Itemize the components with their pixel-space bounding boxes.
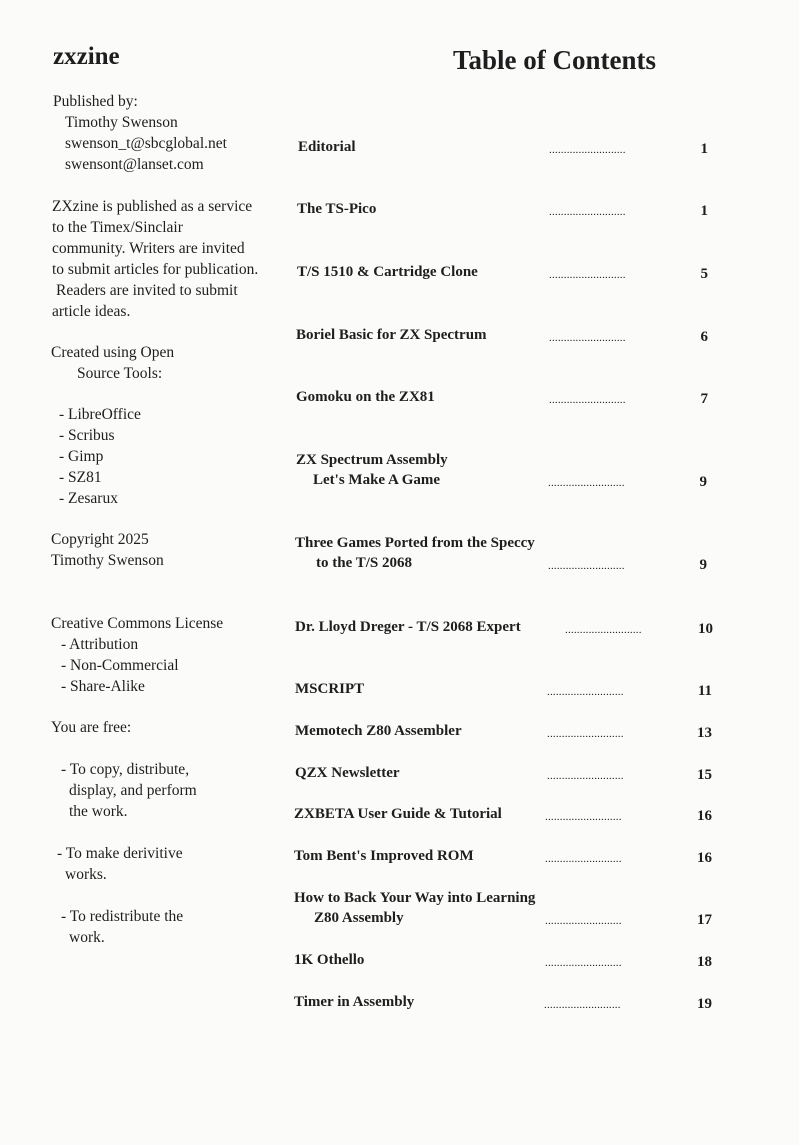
toc-page-number: 19 bbox=[697, 996, 712, 1012]
license-item: - Share-Alike bbox=[61, 678, 145, 695]
license-item: - Non-Commercial bbox=[61, 657, 179, 674]
toc-entry-title: Boriel Basic for ZX Spectrum bbox=[296, 327, 487, 343]
freedom-item: - To make derivitive bbox=[57, 845, 183, 862]
freedom-item: - To copy, distribute, bbox=[61, 761, 190, 778]
copyright-line: Copyright 2025 bbox=[51, 531, 149, 548]
publisher-email-2: swensont@lanset.com bbox=[65, 156, 204, 173]
toc-leader-dots: .......................... bbox=[545, 853, 622, 865]
about-text-line: article ideas. bbox=[52, 303, 131, 320]
tool-item: - Zesarux bbox=[59, 490, 118, 507]
toc-entry-title: 1K Othello bbox=[294, 952, 365, 968]
toc-leader-dots: .......................... bbox=[547, 686, 624, 698]
toc-leader-dots: .......................... bbox=[545, 915, 622, 927]
tool-item: - SZ81 bbox=[59, 469, 102, 486]
freedom-item: display, and perform bbox=[69, 782, 197, 799]
toc-leader-dots: .......................... bbox=[548, 560, 625, 572]
copyright-holder: Timothy Swenson bbox=[51, 552, 164, 569]
toc-page-number: 9 bbox=[699, 557, 707, 573]
toc-entry-title: Tom Bent's Improved ROM bbox=[294, 848, 474, 864]
toc-entry-title: Three Games Ported from the Speccy bbox=[295, 535, 535, 551]
toc-entry-title: Dr. Lloyd Dreger - T/S 2068 Expert bbox=[295, 619, 521, 635]
toc-entry-subtitle: Let's Make A Game bbox=[313, 472, 441, 488]
toc-page-number: 1 bbox=[700, 141, 708, 157]
toc-leader-dots: .......................... bbox=[549, 269, 626, 281]
toc-page-number: 1 bbox=[700, 203, 708, 219]
toc-entry-subtitle: to the T/S 2068 bbox=[316, 555, 412, 571]
toc-entry-title: ZX Spectrum Assembly bbox=[296, 452, 448, 468]
toc-leader-dots: .......................... bbox=[544, 999, 621, 1011]
about-text-line: to submit articles for publication. bbox=[52, 261, 259, 278]
tool-item: - Scribus bbox=[59, 427, 115, 444]
toc-leader-dots: .......................... bbox=[545, 957, 622, 969]
toc-leader-dots: .......................... bbox=[549, 332, 626, 344]
toc-entry-title: ZXBETA User Guide & Tutorial bbox=[294, 806, 502, 822]
toc-page-number: 7 bbox=[700, 391, 708, 407]
license-heading: Creative Commons License bbox=[51, 615, 224, 632]
about-text-line: to the Timex/Sinclair bbox=[52, 219, 183, 236]
freedoms-heading: You are free: bbox=[51, 719, 132, 736]
toc-page-number: 16 bbox=[697, 808, 712, 824]
toc-entry-title: MSCRIPT bbox=[295, 681, 365, 697]
about-text-line: Readers are invited to submit bbox=[56, 282, 238, 299]
toc-entry-title: Editorial bbox=[298, 139, 356, 155]
publisher-name: Timothy Swenson bbox=[65, 114, 178, 131]
toc-page-number: 16 bbox=[697, 850, 712, 866]
freedom-item: - To redistribute the bbox=[61, 908, 184, 925]
toc-leader-dots: .......................... bbox=[547, 770, 624, 782]
freedom-item: works. bbox=[65, 866, 107, 883]
freedom-item: the work. bbox=[69, 803, 128, 820]
toc-leader-dots: .......................... bbox=[545, 811, 622, 823]
tools-heading: Created using Open bbox=[51, 344, 175, 361]
toc-heading: Table of Contents bbox=[453, 45, 657, 75]
about-text-line: community. Writers are invited bbox=[52, 240, 245, 257]
about-text-line: ZXzine is published as a service bbox=[52, 198, 253, 215]
freedom-item: work. bbox=[69, 929, 105, 946]
license-item: - Attribution bbox=[61, 636, 139, 653]
toc-leader-dots: .......................... bbox=[548, 477, 625, 489]
toc-entry-title: QZX Newsletter bbox=[295, 765, 400, 781]
toc-page-number: 15 bbox=[697, 767, 712, 783]
toc-page-number: 5 bbox=[700, 266, 708, 282]
toc-leader-dots: .......................... bbox=[549, 144, 626, 156]
toc-entry-title: How to Back Your Way into Learning bbox=[294, 890, 536, 906]
toc-page-number: 18 bbox=[697, 954, 712, 970]
tool-item: - LibreOffice bbox=[59, 406, 141, 423]
tools-heading: Source Tools: bbox=[77, 365, 163, 382]
tool-item: - Gimp bbox=[59, 448, 104, 465]
toc-page-number: 9 bbox=[699, 474, 707, 490]
toc-entry-title: T/S 1510 & Cartridge Clone bbox=[297, 264, 478, 280]
brand-title: zxzine bbox=[53, 43, 120, 70]
toc-page-number: 13 bbox=[697, 725, 712, 741]
toc-entry-title: The TS-Pico bbox=[297, 201, 377, 217]
toc-page-number: 17 bbox=[697, 912, 712, 928]
toc-page-number: 11 bbox=[697, 683, 712, 699]
published-by-label: Published by: bbox=[53, 93, 138, 110]
toc-entry-title: Memotech Z80 Assembler bbox=[295, 723, 462, 739]
toc-entry-title: Timer in Assembly bbox=[294, 994, 415, 1010]
toc-leader-dots: .......................... bbox=[565, 624, 642, 636]
toc-leader-dots: .......................... bbox=[549, 394, 626, 406]
toc-leader-dots: .......................... bbox=[549, 206, 626, 218]
toc-leader-dots: .......................... bbox=[547, 728, 624, 740]
publisher-email-1: swenson_t@sbcglobal.net bbox=[65, 135, 227, 152]
toc-page-number: 6 bbox=[700, 329, 708, 345]
toc-entry-subtitle: Z80 Assembly bbox=[314, 910, 404, 926]
toc-page-number: 10 bbox=[698, 621, 713, 637]
toc-entry-title: Gomoku on the ZX81 bbox=[296, 389, 435, 405]
